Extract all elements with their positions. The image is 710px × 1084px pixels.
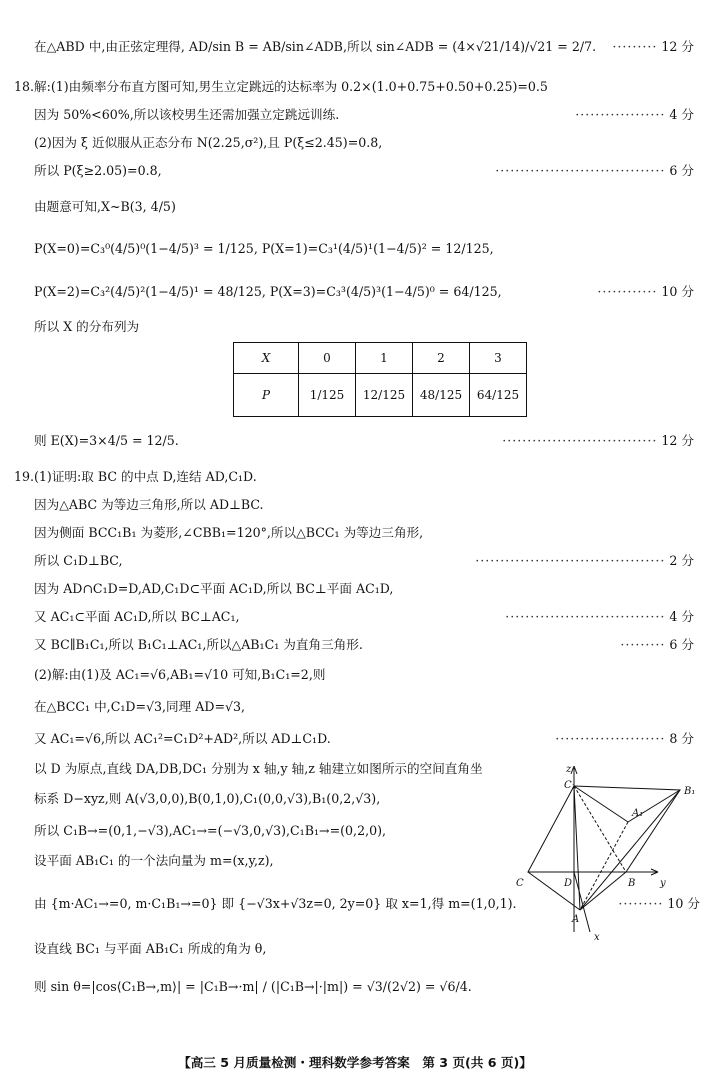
point-label: C — [516, 878, 524, 889]
solution-line: 则 E(X)=3×4/5 = 12/5. ······························· 12 分 — [34, 433, 694, 448]
solution-line: 在△BCC₁ 中,C₁D=√3,同理 AD=√3, — [34, 699, 246, 714]
axis-label: y — [660, 878, 666, 889]
solution-line: 又 BC∥B₁C₁,所以 B₁C₁⊥AC₁,所以△AB₁C₁ 为直角三角形. ········· 6 分 — [34, 637, 694, 652]
edge-c1b — [574, 786, 626, 872]
solution-line: 在△ABD 中,由正弦定理得, AD/sin B = AB/sin∠ADB,所以 sin∠ADB = (4×√21/14)/√21 = 2/7. ········· 12 分 — [34, 39, 694, 54]
page-footer: 【高三 5 月质量检测・理科数学参考答案 第 3 页(共 6 页)】 — [178, 1055, 532, 1070]
solution-line: 标系 D−xyz,则 A(√3,0,0),B(0,1,0),C₁(0,0,√3),B₁(0,2,√3), — [34, 791, 381, 806]
solution-line: 又 AC₁=√6,所以 AC₁²=C₁D²+AD²,所以 AD⊥C₁D. ······················ 8 分 — [34, 731, 694, 746]
solution-line: 由题意可知,X~B(3, 4/5) — [34, 199, 176, 214]
edge-b1a — [580, 790, 680, 910]
solution-line: 因为侧面 BCC₁B₁ 为菱形,∠CBB₁=120°,所以△BCC₁ 为等边三角形, — [34, 525, 424, 540]
solution-line: 所以 C₁D⊥BC, ······································ 2 分 — [34, 553, 694, 568]
solution-line: 因为 50%<60%,所以该校男生还需加强立定跳远训练. ·················· 4 分 — [34, 107, 694, 122]
table-header-cell: 2 — [413, 343, 470, 374]
point-label: B₁ — [684, 786, 696, 797]
solution-line: 设平面 AB₁C₁ 的一个法向量为 m=(x,y,z), — [34, 853, 274, 868]
axis-label: z — [566, 764, 572, 775]
table-header-cell: X — [234, 343, 299, 374]
point-label: A — [572, 914, 580, 925]
table-header-cell: 0 — [299, 343, 356, 374]
point-label: B — [628, 878, 636, 889]
solution-line: 因为 AD∩C₁D=D,AD,C₁D⊂平面 AC₁D,所以 BC⊥平面 AC₁D, — [34, 581, 394, 596]
table-header-cell: 3 — [470, 343, 527, 374]
solution-line: 所以 X 的分布列为 — [34, 319, 140, 334]
solution-line: 由 {m·AC₁→=0, m·C₁B₁→=0} 即 {−√3x+√3z=0, 2y=0} 取 x=1,得 m=(1,0,1). ········· 10 分 — [34, 896, 700, 911]
edge-c1a1 — [574, 786, 628, 822]
solution-line: 则 sin θ=|cos⟨C₁B→,m⟩| = |C₁B→·m| / (|C₁B→|·|m|) = √3/(2√2) = √6/4. — [34, 979, 472, 994]
edge-ca — [528, 872, 580, 910]
solution-line: 因为△ABC 为等边三角形,所以 AD⊥BC. — [34, 497, 264, 512]
point-label: D — [564, 878, 573, 889]
table-cell: 1/125 — [299, 374, 356, 417]
edge-c1a — [574, 786, 580, 910]
table-cell: 64/125 — [470, 374, 527, 417]
point-label: A₁ — [632, 808, 644, 819]
solution-line: P(X=2)=C₃²(4/5)²(1−4/5)¹ = 48/125, P(X=3)=C₃³(4/5)³(1−4/5)⁰ = 64/125, ············ 10 分 — [34, 284, 694, 299]
solution-line: 所以 C₁B→=(0,1,−√3),AC₁→=(−√3,0,√3),C₁B₁→=(0,2,0), — [34, 823, 387, 838]
point-label: C₁ — [564, 780, 576, 791]
solution-line: 又 AC₁⊂平面 AC₁D,所以 BC⊥AC₁, ································ 4 分 — [34, 609, 694, 624]
distribution-table — [233, 342, 527, 417]
solution-line: 19. (1)证明:取 BC 的中点 D,连结 AD,C₁D. — [14, 469, 257, 484]
solution-line: 18. 解:(1)由频率分布直方图可知,男生立定跳远的达标率为 0.2×(1.0+0.75+0.50+0.25)=0.5 — [14, 79, 548, 94]
solution-line: P(X=0)=C₃⁰(4/5)⁰(1−4/5)³ = 1/125, P(X=1)=C₃¹(4/5)¹(1−4/5)² = 12/125, — [34, 241, 494, 256]
table-header-cell: 1 — [356, 343, 413, 374]
solution-line: 设直线 BC₁ 与平面 AB₁C₁ 所成的角为 θ, — [34, 941, 267, 956]
table-cell: 48/125 — [413, 374, 470, 417]
axis-label: x — [594, 932, 600, 942]
solution-line: (2)因为 ξ 近似服从正态分布 N(2.25,σ²),且 P(ξ≤2.45)=0.8, — [34, 135, 383, 150]
table-cell: 12/125 — [356, 374, 413, 417]
table-row-label: P — [234, 374, 299, 417]
edge-ba — [580, 872, 626, 910]
solution-line: 以 D 为原点,直线 DA,DB,DC₁ 分别为 x 轴,y 轴,z 轴建立如图所示的空间直角坐 — [34, 761, 483, 776]
prism-figure — [508, 762, 698, 942]
solution-line: (2)解:由(1)及 AC₁=√6,AB₁=√10 可知,B₁C₁=2,则 — [34, 667, 326, 682]
face-bcc1b1 — [528, 786, 680, 872]
solution-line: 所以 P(ξ≥2.05)=0.8, ·································· 6 分 — [34, 163, 694, 178]
